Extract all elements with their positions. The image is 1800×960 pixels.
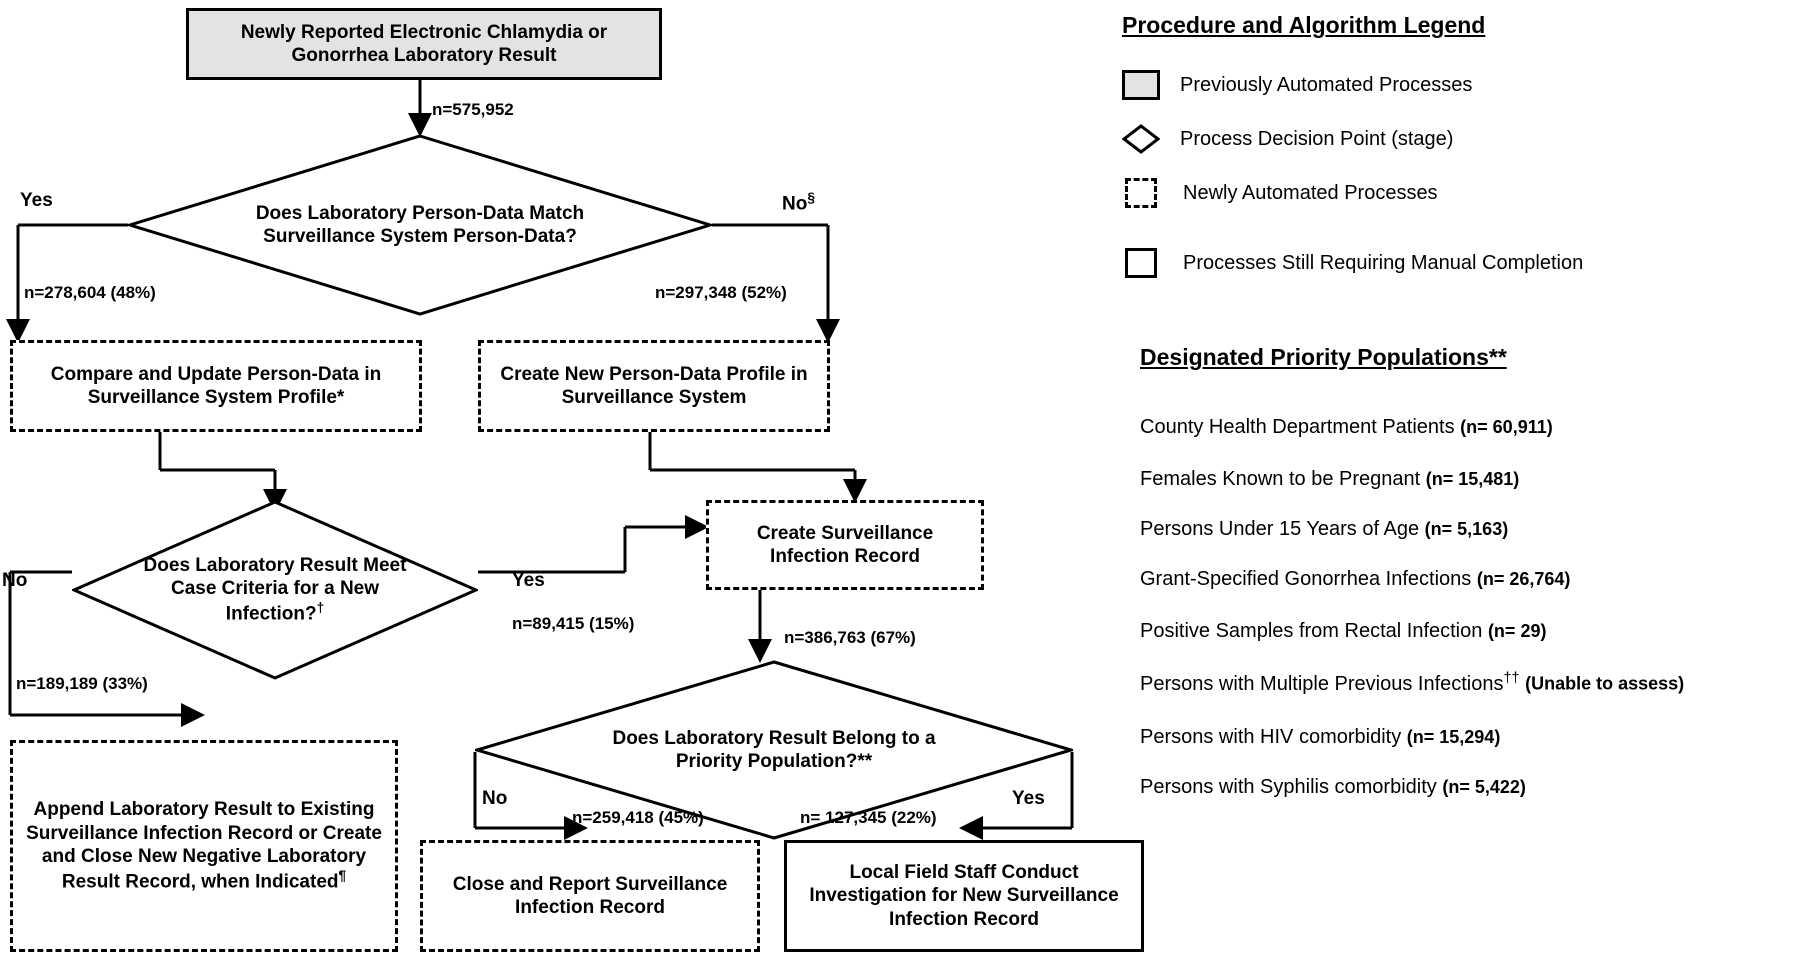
- legend-item-label: Previously Automated Processes: [1180, 73, 1473, 96]
- priority-population-item: [1140, 726, 1500, 749]
- node-create-person-profile-label: Create New Person-Data Profile in Surveillance System: [500, 363, 808, 408]
- legend-item-newly-automated: [1125, 176, 1438, 210]
- decision2-yes-label: Yes: [512, 570, 545, 591]
- node-create-person-profile: [478, 340, 830, 432]
- decision3-no-count: n=259,418 (45%): [572, 808, 704, 827]
- decision-person-data-match: [128, 134, 712, 316]
- legend-item-previously-automated: [1122, 68, 1472, 102]
- decision1-yes-label: Yes: [20, 190, 53, 211]
- legend-item-label: Process Decision Point (stage): [1180, 127, 1454, 150]
- node-start: [186, 8, 662, 80]
- priority-population-label: Positive Samples from Rectal Infection: [1140, 620, 1483, 642]
- decision-case-criteria-label: Does Laboratory Result Meet Case Criteria for a New Infection?†: [143, 555, 407, 625]
- decision2-no-count: n=189,189 (33%): [16, 674, 148, 693]
- node-append-laboratory-result: [10, 740, 398, 952]
- priority-population-label: Females Known to be Pregnant: [1140, 468, 1421, 490]
- decision2-yes-count: n=89,415 (15%): [512, 614, 635, 633]
- solid-rect-icon: [1125, 248, 1157, 278]
- dashed-rect-icon: [1125, 178, 1157, 208]
- priority-population-label: Persons Under 15 Years of Age: [1140, 518, 1420, 540]
- priority-population-item: [1140, 568, 1570, 591]
- priority-population-item: [1140, 468, 1519, 491]
- priority-population-label: County Health Department Patients: [1140, 416, 1455, 438]
- decision3-yes-label: Yes: [1012, 788, 1045, 809]
- node-create-surveillance-infection-record: [706, 500, 984, 590]
- decision-priority-population: [475, 660, 1073, 840]
- priority-population-item: [1140, 518, 1508, 541]
- priority-population-item: [1140, 776, 1526, 799]
- legend-item-label: Newly Automated Processes: [1183, 181, 1438, 204]
- priority-population-label: Grant-Specified Gonorrhea Infections: [1140, 568, 1472, 590]
- diamond-icon: [1122, 124, 1160, 154]
- decision2-no-label: No: [2, 570, 28, 591]
- node-append-laboratory-result-label: Append Laboratory Result to Existing Surveillance Infection Record or Create and Close New Negative Laboratory Result Record, when Indicated¶: [26, 799, 382, 893]
- priority-population-count: (Unable to assess): [1525, 673, 1685, 694]
- decision-person-data-match-label: Does Laboratory Person-Data Match Surveillance System Person-Data?: [255, 202, 585, 247]
- node-create-surveillance-infection-record-label: Create Surveillance Infection Record: [756, 522, 934, 567]
- decision3-no-label: No: [482, 788, 508, 809]
- legend-title: Procedure and Algorithm Legend: [1122, 12, 1486, 38]
- legend-item-label: Processes Still Requiring Manual Completion: [1183, 251, 1584, 274]
- node-local-field-staff: [784, 840, 1144, 952]
- node-close-and-report: [420, 840, 760, 952]
- node-start-label: Newly Reported Electronic Chlamydia or Gonorrhea Laboratory Result: [240, 21, 608, 66]
- priority-population-label: Persons with HIV comorbidity: [1140, 726, 1402, 748]
- priority-population-count: (n= 15,481): [1425, 469, 1520, 489]
- priority-population-label: Persons with Syphilis comorbidity: [1140, 776, 1437, 798]
- decision1-no-label: No§: [782, 190, 815, 215]
- decision1-yes-count: n=278,604 (48%): [24, 283, 156, 302]
- node-compare-update-label: Compare and Update Person-Data in Surveillance System Profile*: [50, 363, 382, 408]
- create-infection-count: n=386,763 (67%): [784, 628, 916, 647]
- decision-case-criteria: [72, 500, 478, 680]
- shaded-rect-icon: [1122, 70, 1160, 100]
- priority-population-count: (n= 60,911): [1460, 417, 1553, 437]
- priority-population-item: [1140, 670, 1684, 696]
- priority-population-item: [1140, 620, 1546, 643]
- node-compare-update-person-data: [10, 340, 422, 432]
- start-count: n=575,952: [432, 100, 514, 119]
- decision3-yes-count: n= 127,345 (22%): [800, 808, 937, 827]
- priority-population-count: (n= 29): [1487, 621, 1547, 641]
- decision1-no-count: n=297,348 (52%): [655, 283, 787, 302]
- legend-item-decision-point: [1122, 122, 1453, 156]
- priority-population-item: [1140, 416, 1553, 439]
- priority-population-count: (n= 5,422): [1442, 777, 1526, 797]
- legend-item-manual-completion: [1125, 246, 1583, 280]
- priority-population-count: (n= 5,163): [1424, 519, 1509, 539]
- priority-populations-title: Designated Priority Populations**: [1140, 344, 1507, 370]
- priority-population-count: (n= 15,294): [1406, 727, 1501, 747]
- priority-population-label: Persons with Multiple Previous Infections††: [1140, 670, 1520, 695]
- decision-priority-population-label: Does Laboratory Result Belong to a Priority Population?**: [612, 727, 936, 772]
- node-close-and-report-label: Close and Report Surveillance Infection Record: [452, 873, 728, 918]
- priority-population-count: (n= 26,764): [1476, 569, 1571, 589]
- node-local-field-staff-label: Local Field Staff Conduct Investigation for New Surveillance Infection Record: [809, 862, 1119, 930]
